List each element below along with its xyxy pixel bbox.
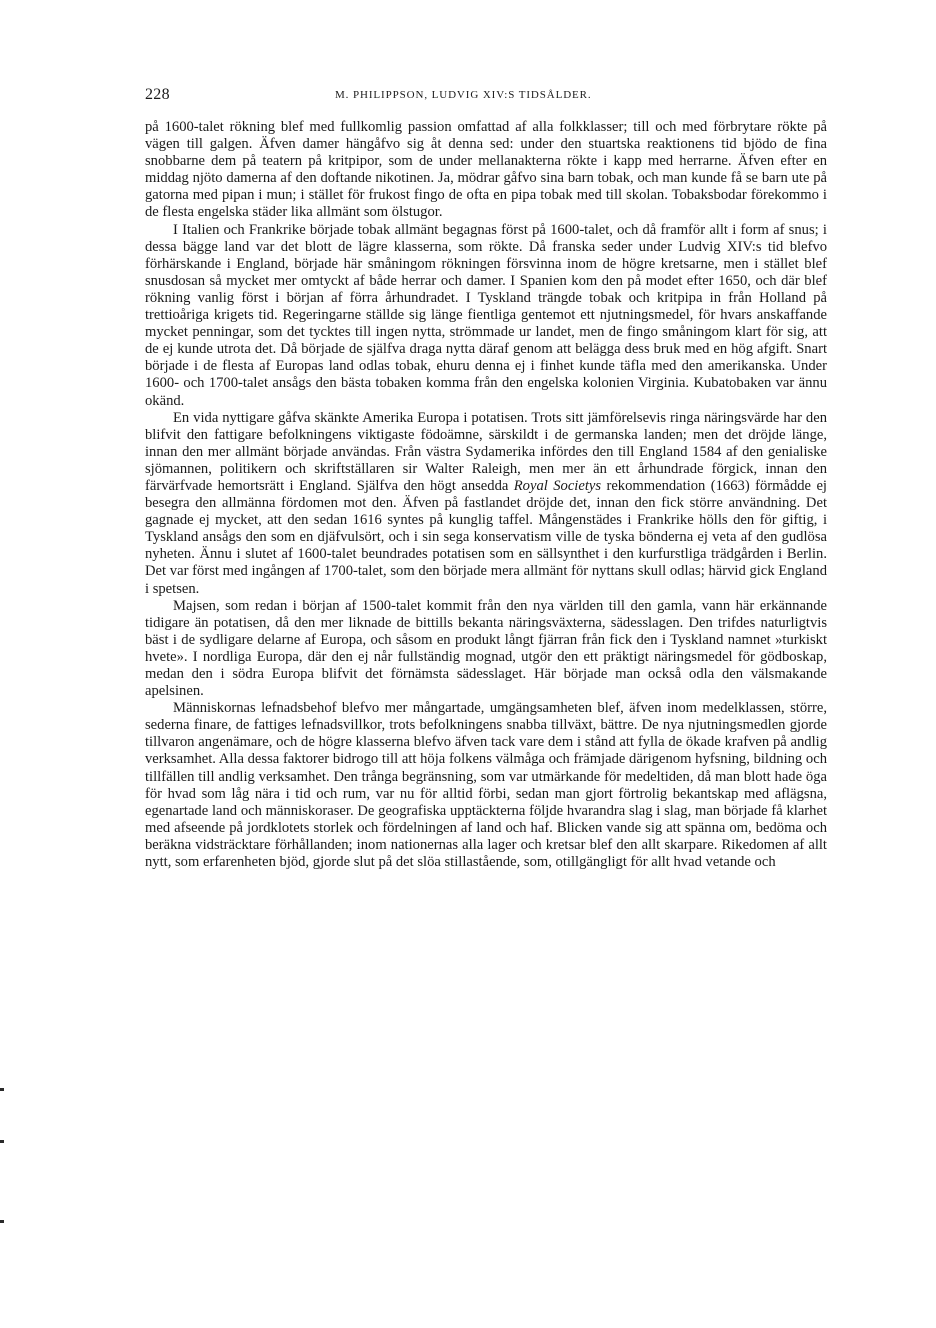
running-head: M. PHILIPPSON, LUDVIG XIV:S TIDSÅLDER. [335, 89, 592, 101]
italic-society-name: Royal Societys [513, 477, 602, 494]
page-number: 228 [145, 86, 170, 103]
scan-edge-mark [0, 1140, 4, 1143]
scan-edge-mark [0, 1088, 4, 1091]
page-header [145, 86, 835, 108]
paragraph: Människornas lefnadsbehof blefvo mer mångartade, umgängsamheten blef, äfven inom medelklassen, större, sederna finare, de fattiges lefnadsvillkor, trots befolkningens snabba tillväxt, bättre. De nya njutningsmedlen gjorde tillvaron angenämare, och de högre klasserna blefvo äfven tack vare dem i stånd att fylla de ökade krafven på andlig verksamhet. Alla dessa faktorer bidrogo till att höja folkens välmåga och främjade därigenom hyfsning, bildning och tillfällen till andlig verksamhet. Den trånga begränsning, som var utmärkande för medeltiden, då man blott hade öga för hvad som låg nära i tid och rum, var nu för alltid förbi, sedan man gjort förtrolig bekantskap med aflägsna, egenartade land och människoraser. De geografiska upptäckterna följde hvarandra slag i slag, man började få klarhet med afseende på jordklotets storlek och fördelningen af land och haf. Blicken vande sig att spänna om, bedöma och beräkna vidsträcktare förhållanden; inom nationernas alla lager och kretsar blef den allt skarpare. Rikedomen af allt nytt, som erfarenheten bjöd, gjorde slut på det slöa stillastående, som, otillgängligt för allt hvad vetande och [145, 700, 827, 871]
paragraph: på 1600-talet rökning blef med fullkomlig passion omfattad af alla folkklasser; till och med förbrytare rökte på vägen till galgen. Äfven damer hängåfvo sig åt denna sed: under den stuartska reaktionens tid bjödo de fina snobbarne dem på teatern på kritpipor, som de under mellanakterna rökte i kapp med herrarne. Äfven efter en middag njöto damerna af den doftande nikotinen. Ja, mödrar gåfvo sina barn tobak, och man kunde få se barn ute på gatorna med pipan i mun; i stället för frukost fingo de ofta en pipa tobak med till skolan. Tobaksbodar förekommo i de flesta engelska städer lika allmänt som ölstugor. [145, 119, 827, 221]
paragraph: Majsen, som redan i början af 1500-talet kommit från den nya världen till den gamla, vann här erkännande tidigare än potatisen, då den mer liknade de bittills bekanta näringsväxterna, sädesslagen. Den trifdes naturligtvis bäst i de sydligare delarne af Europa, och såsom en produkt långt fjärran från fick den i Tyskland namnet »turkiskt hvete». I nordliga Europa, där den ej når fullständig mognad, utgör den ett präktigt näringsmedel för gödboskap, medan den i södra Europa blifvit det förnämsta sädesslaget. Här började man också odla den välsmakande apelsinen. [145, 597, 827, 700]
paragraph: I Italien och Frankrike började tobak allmänt begagnas först på 1600-talet, och då framför allt i form af snus; i dessa bägge land var det blott de lägre klasserna, som rökte. Då franska seder under Ludvig XIV:s tid blefvo förhärskande i England, började här småningom rökningen försvinna inom de högre kretsarne, men i stället blef snusdosan så mycket mer omtyckt af både herrar och damer. I Spanien kom den på modet efter 1650, och där blef rökning vanlig först i början af förra århundradet. I Tyskland trängde tobak och kritpipa in från Holland på trettioåriga krigets tid. Regeringarne ställde sig länge fientliga gentemot ett njutningsmedel, för hvars anskaffande mycket penningar, som det tycktes till ingen nytta, strömmade ur landet, men de fingo småningom klart för sig, att de ej kunde utrota det. Då började de själfva draga nytta däraf genom att belägga dess bruk med en hög afgift. Snart började i de flesta af Europas land odlas tobak, ehuru denna ej i finhet kunde täfla med den amerikanska. Under 1600- och 1700-talet ansågs den bästa tobaken komma från den engelska kolonien Virginia. Kubatobaken var ännu okänd. [145, 221, 827, 409]
scan-edge-mark [0, 1220, 4, 1223]
paragraph-text: rekommendation (1663) förmådde ej besegra den allmänna fördomen mot den. Äfven på fastlandet dröjde det, innan den fick större användning. Det gagnade ej mycket, att den sedan 1616 syntes på kunglig taffel. Mångenstädes i Frankrike hölls den för giftig, i Tyskland ansågs den som en djäfvulsört, och i sin sega konservatism ville de tyska bönderna ej veta af den gudlösa nyheten. Ännu i slutet af 1600-talet beundrades potatisen som en sällsynthet i den kurfurstliga trädgården i Berlin. Det var först med ingången af 1700-talet, som den började mera allmänt för nyttans skull odlas; härvid gick England i spetsen. [145, 477, 827, 597]
paragraph [145, 410, 827, 598]
body-text [145, 119, 827, 871]
paragraph-text: En vida nyttigare gåfva skänkte Amerika Europa i potatisen. Trots sitt jämförelsevis ringa näringsvärde har den blifvit den fattigare befolkningens viktigaste födoämne, särskildt i de germanska landen; men det dröjde länge, innan den mer allmänt började användas. Från västra Sydamerika infördes den till England 1584 af den genialiske sjömannen, politikern och skriftställaren sir Walter Raleigh, men mer än ett århundrade förgick, innan den färvärfvade hemortsrätt i England. Själfva den högt ansedda [145, 409, 827, 494]
